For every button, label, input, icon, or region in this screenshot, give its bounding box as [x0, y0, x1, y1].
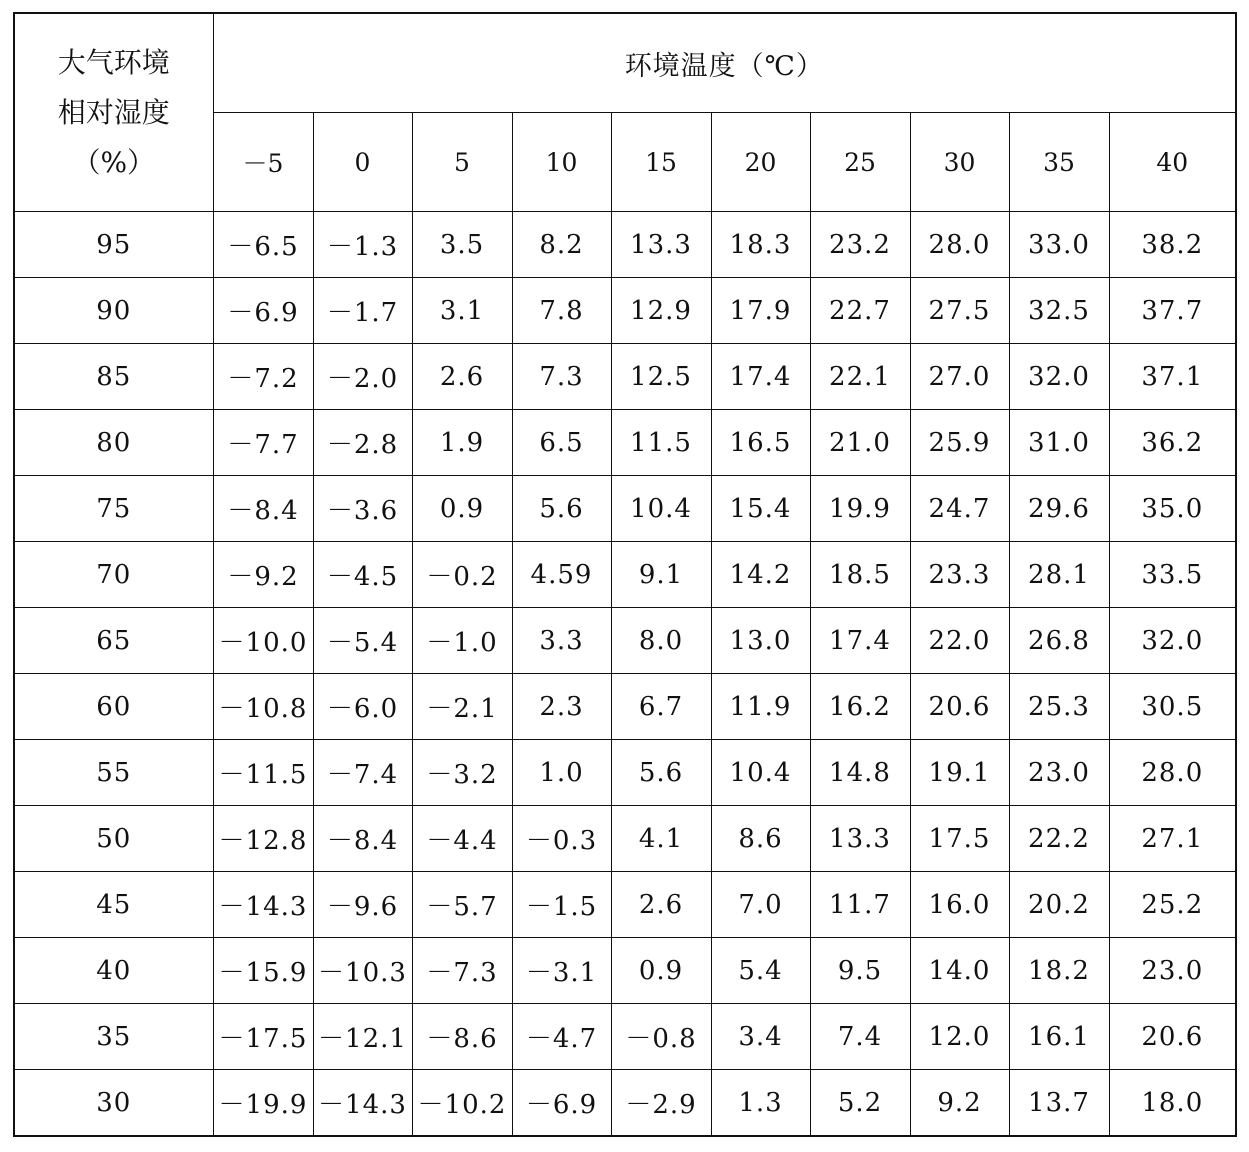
- dew-point-cell: 16.2: [810, 674, 910, 740]
- dew-point-cell: 25.9: [910, 410, 1009, 476]
- table-row: [14, 212, 1236, 278]
- dew-point-cell: 2.6: [412, 344, 512, 410]
- dew-point-cell: 27.1: [1109, 806, 1236, 872]
- humidity-row-header: 85: [14, 344, 213, 410]
- dew-point-cell: －9.6: [313, 872, 412, 938]
- dew-point-cell: 36.2: [1109, 410, 1236, 476]
- dew-point-cell: 6.7: [611, 674, 711, 740]
- dew-point-cell: 20.2: [1009, 872, 1109, 938]
- table-row: [14, 410, 1236, 476]
- dew-point-cell: 18.0: [1109, 1070, 1236, 1137]
- dew-point-cell: 13.3: [810, 806, 910, 872]
- dew-point-cell: 35.0: [1109, 476, 1236, 542]
- humidity-row-header: 90: [14, 278, 213, 344]
- dew-point-cell: 37.1: [1109, 344, 1236, 410]
- dew-point-cell: －6.9: [213, 278, 313, 344]
- dew-point-cell: －15.9: [213, 938, 313, 1004]
- corner-header-line: （%）: [72, 145, 156, 179]
- table-row: [14, 1004, 1236, 1070]
- dew-point-cell: 37.7: [1109, 278, 1236, 344]
- dew-point-cell: 9.2: [910, 1070, 1009, 1137]
- dew-point-cell: －2.1: [412, 674, 512, 740]
- humidity-row-header: 75: [14, 476, 213, 542]
- temperature-column-header: －5: [213, 113, 313, 212]
- dew-point-cell: －1.0: [412, 608, 512, 674]
- temperature-column-header: 0: [313, 113, 412, 212]
- dew-point-cell: 3.5: [412, 212, 512, 278]
- dew-point-cell: 23.3: [910, 542, 1009, 608]
- dew-point-cell: 5.6: [512, 476, 611, 542]
- table-row: [14, 608, 1236, 674]
- dew-point-cell: 38.2: [1109, 212, 1236, 278]
- dew-point-cell: －8.4: [213, 476, 313, 542]
- dew-point-cell: 20.6: [910, 674, 1009, 740]
- header-row-group: [14, 13, 1236, 113]
- corner-header-line: 相对湿度: [57, 95, 170, 129]
- dew-point-cell: 28.0: [1109, 740, 1236, 806]
- dew-point-cell: 7.0: [711, 872, 810, 938]
- dew-point-cell: 13.7: [1009, 1070, 1109, 1137]
- dew-point-cell: 5.2: [810, 1070, 910, 1137]
- dew-point-cell: －2.0: [313, 344, 412, 410]
- dew-point-cell: －2.9: [611, 1070, 711, 1137]
- dew-point-cell: 16.1: [1009, 1004, 1109, 1070]
- dew-point-cell: 12.9: [611, 278, 711, 344]
- dew-point-cell: －19.9: [213, 1070, 313, 1137]
- dew-point-cell: －10.8: [213, 674, 313, 740]
- dew-point-cell: 25.2: [1109, 872, 1236, 938]
- dew-point-cell: 16.5: [711, 410, 810, 476]
- dew-point-cell: 20.6: [1109, 1004, 1236, 1070]
- dew-point-cell: 18.2: [1009, 938, 1109, 1004]
- dew-point-cell: 8.2: [512, 212, 611, 278]
- dew-point-cell: －4.5: [313, 542, 412, 608]
- dew-point-cell: －11.5: [213, 740, 313, 806]
- dew-point-cell: 0.9: [611, 938, 711, 1004]
- dew-point-cell: 14.8: [810, 740, 910, 806]
- table-row: [14, 872, 1236, 938]
- temperature-column-header: 10: [512, 113, 611, 212]
- temperature-column-header: 35: [1009, 113, 1109, 212]
- dew-point-cell: －0.2: [412, 542, 512, 608]
- dew-point-cell: 24.7: [910, 476, 1009, 542]
- temperature-group-header: 环境温度（℃）: [213, 13, 1236, 113]
- dew-point-cell: 22.0: [910, 608, 1009, 674]
- dew-point-cell: 5.6: [611, 740, 711, 806]
- dew-point-cell: 28.1: [1009, 542, 1109, 608]
- temperature-column-header: 30: [910, 113, 1009, 212]
- humidity-row-header: 80: [14, 410, 213, 476]
- dew-point-cell: 0.9: [412, 476, 512, 542]
- dew-point-cell: 29.6: [1009, 476, 1109, 542]
- dew-point-cell: －1.3: [313, 212, 412, 278]
- dew-point-cell: 4.1: [611, 806, 711, 872]
- corner-header-line: 大气环境: [57, 45, 170, 79]
- dew-point-cell: 11.5: [611, 410, 711, 476]
- dew-point-cell: 28.0: [910, 212, 1009, 278]
- dew-point-cell: 19.1: [910, 740, 1009, 806]
- dew-point-cell: －0.3: [512, 806, 611, 872]
- dew-point-cell: 22.7: [810, 278, 910, 344]
- dew-point-cell: 11.7: [810, 872, 910, 938]
- dew-point-cell: 21.0: [810, 410, 910, 476]
- dew-point-cell: －4.4: [412, 806, 512, 872]
- temperature-column-header: 25: [810, 113, 910, 212]
- dew-point-cell: 9.1: [611, 542, 711, 608]
- dew-point-cell: 9.5: [810, 938, 910, 1004]
- dew-point-cell: －4.7: [512, 1004, 611, 1070]
- temperature-column-header: 40: [1109, 113, 1236, 212]
- dew-point-cell: 17.9: [711, 278, 810, 344]
- table-row: [14, 806, 1236, 872]
- dew-point-cell: 6.5: [512, 410, 611, 476]
- dew-point-cell: 18.5: [810, 542, 910, 608]
- dew-point-cell: 7.8: [512, 278, 611, 344]
- dew-point-cell: 3.3: [512, 608, 611, 674]
- dew-point-cell: 11.9: [711, 674, 810, 740]
- humidity-row-header: 45: [14, 872, 213, 938]
- dew-point-cell: 1.3: [711, 1070, 810, 1137]
- dew-point-cell: －9.2: [213, 542, 313, 608]
- dew-point-cell: －0.8: [611, 1004, 711, 1070]
- dew-point-cell: 17.5: [910, 806, 1009, 872]
- dew-point-cell: 8.0: [611, 608, 711, 674]
- dew-point-cell: 31.0: [1009, 410, 1109, 476]
- table-body: [14, 212, 1236, 1137]
- dew-point-cell: －17.5: [213, 1004, 313, 1070]
- dew-point-cell: 13.0: [711, 608, 810, 674]
- dew-point-cell: 13.3: [611, 212, 711, 278]
- dew-point-cell: －1.5: [512, 872, 611, 938]
- dew-point-cell: 30.5: [1109, 674, 1236, 740]
- dew-point-cell: 17.4: [711, 344, 810, 410]
- dew-point-cell: 14.0: [910, 938, 1009, 1004]
- dew-point-cell: 33.0: [1009, 212, 1109, 278]
- dew-point-cell: －6.9: [512, 1070, 611, 1137]
- dew-point-cell: 17.4: [810, 608, 910, 674]
- dew-point-cell: －14.3: [313, 1070, 412, 1137]
- temperature-column-header: 5: [412, 113, 512, 212]
- dew-point-cell: 1.9: [412, 410, 512, 476]
- dew-point-cell: －7.2: [213, 344, 313, 410]
- dew-point-cell: －10.3: [313, 938, 412, 1004]
- dew-point-cell: 3.1: [412, 278, 512, 344]
- humidity-row-header: 30: [14, 1070, 213, 1137]
- dew-point-cell: 25.3: [1009, 674, 1109, 740]
- dew-point-cell: 32.0: [1009, 344, 1109, 410]
- dew-point-table: [13, 12, 1237, 1137]
- dew-point-cell: －8.4: [313, 806, 412, 872]
- dew-point-cell: －7.4: [313, 740, 412, 806]
- dew-point-cell: 32.5: [1009, 278, 1109, 344]
- dew-point-cell: －1.7: [313, 278, 412, 344]
- table-row: [14, 740, 1236, 806]
- dew-point-cell: －8.6: [412, 1004, 512, 1070]
- dew-point-cell: 33.5: [1109, 542, 1236, 608]
- dew-point-cell: －3.2: [412, 740, 512, 806]
- table-row: [14, 278, 1236, 344]
- dew-point-cell: 23.0: [1109, 938, 1236, 1004]
- dew-point-cell: 3.4: [711, 1004, 810, 1070]
- dew-point-cell: －2.8: [313, 410, 412, 476]
- dew-point-cell: 7.4: [810, 1004, 910, 1070]
- humidity-row-header: 65: [14, 608, 213, 674]
- dew-point-cell: 23.2: [810, 212, 910, 278]
- dew-point-cell: 10.4: [611, 476, 711, 542]
- dew-point-cell: －3.6: [313, 476, 412, 542]
- dew-point-cell: 18.3: [711, 212, 810, 278]
- dew-point-cell: －12.8: [213, 806, 313, 872]
- dew-point-cell: －14.3: [213, 872, 313, 938]
- dew-point-cell: －6.5: [213, 212, 313, 278]
- dew-point-cell: 14.2: [711, 542, 810, 608]
- table-row: [14, 542, 1236, 608]
- temperature-column-header: 15: [611, 113, 711, 212]
- dew-point-cell: －6.0: [313, 674, 412, 740]
- dew-point-cell: 5.4: [711, 938, 810, 1004]
- table-row: [14, 1070, 1236, 1137]
- dew-point-cell: 26.8: [1009, 608, 1109, 674]
- dew-point-cell: 22.1: [810, 344, 910, 410]
- dew-point-cell: 10.4: [711, 740, 810, 806]
- humidity-row-header: 60: [14, 674, 213, 740]
- dew-point-cell: 16.0: [910, 872, 1009, 938]
- humidity-row-header: 70: [14, 542, 213, 608]
- humidity-row-header: 95: [14, 212, 213, 278]
- dew-point-cell: 22.2: [1009, 806, 1109, 872]
- humidity-row-header: 40: [14, 938, 213, 1004]
- dew-point-cell: －5.7: [412, 872, 512, 938]
- dew-point-cell: 32.0: [1109, 608, 1236, 674]
- dew-point-cell: 15.4: [711, 476, 810, 542]
- dew-point-cell: －7.3: [412, 938, 512, 1004]
- table-row: [14, 938, 1236, 1004]
- corner-header: [14, 13, 213, 212]
- dew-point-cell: －10.2: [412, 1070, 512, 1137]
- dew-point-cell: －7.7: [213, 410, 313, 476]
- dew-point-cell: 12.0: [910, 1004, 1009, 1070]
- dew-point-cell: －10.0: [213, 608, 313, 674]
- temperature-column-header: 20: [711, 113, 810, 212]
- humidity-row-header: 35: [14, 1004, 213, 1070]
- dew-point-cell: 27.0: [910, 344, 1009, 410]
- humidity-row-header: 55: [14, 740, 213, 806]
- dew-point-cell: 19.9: [810, 476, 910, 542]
- dew-point-cell: 7.3: [512, 344, 611, 410]
- dew-point-cell: 1.0: [512, 740, 611, 806]
- dew-point-cell: 27.5: [910, 278, 1009, 344]
- dew-point-cell: 8.6: [711, 806, 810, 872]
- dew-point-table-container: [13, 12, 1235, 1137]
- dew-point-cell: 23.0: [1009, 740, 1109, 806]
- dew-point-cell: 2.6: [611, 872, 711, 938]
- humidity-row-header: 50: [14, 806, 213, 872]
- dew-point-cell: 4.59: [512, 542, 611, 608]
- dew-point-cell: 12.5: [611, 344, 711, 410]
- dew-point-cell: －12.1: [313, 1004, 412, 1070]
- dew-point-cell: －3.1: [512, 938, 611, 1004]
- table-row: [14, 476, 1236, 542]
- dew-point-cell: －5.4: [313, 608, 412, 674]
- dew-point-cell: 2.3: [512, 674, 611, 740]
- table-row: [14, 344, 1236, 410]
- table-row: [14, 674, 1236, 740]
